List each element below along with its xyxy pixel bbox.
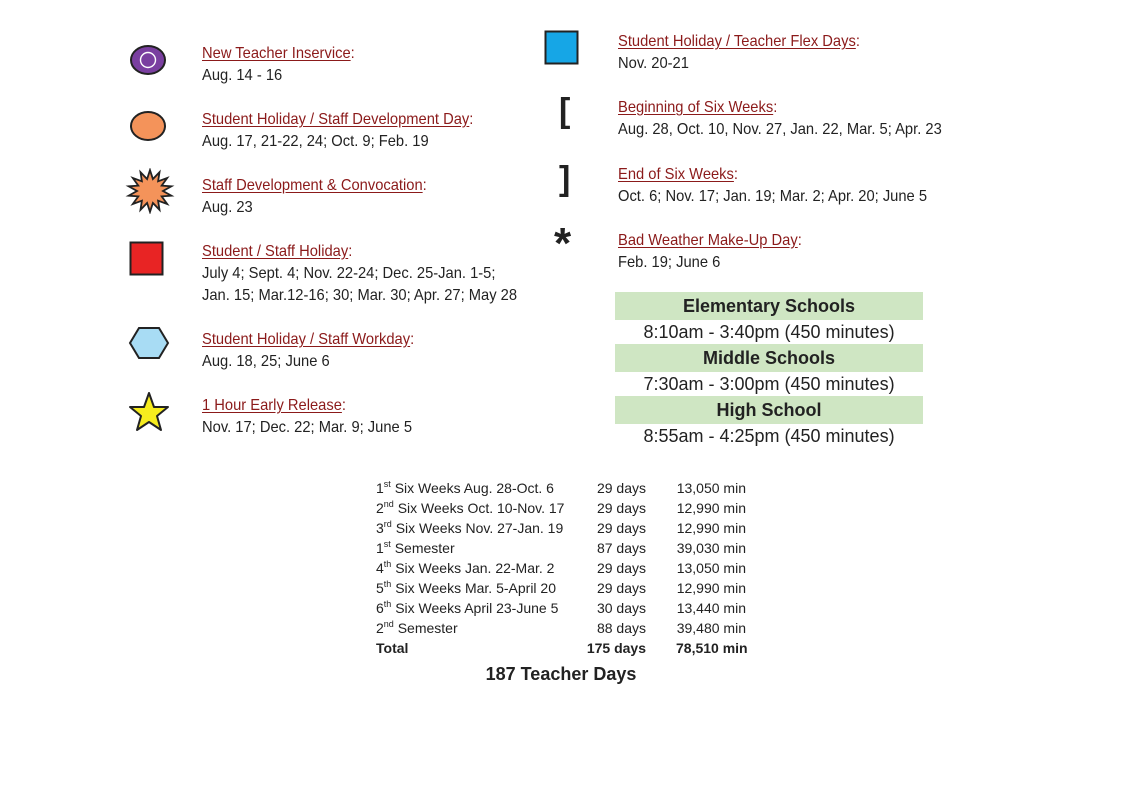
period-label: 5th Six Weeks Mar. 5-April 20 (376, 579, 556, 596)
legend-item-dates: Feb. 19; June 6 (618, 254, 721, 271)
schedule-school-name: High School (615, 396, 923, 424)
legend-item-dates: Aug. 28, Oct. 10, Nov. 27, Jan. 22, Mar. 5; Apr. 23 (618, 121, 942, 138)
legend-item-title: Staff Development & Convocation (202, 177, 423, 194)
period-days: 29 days (596, 520, 646, 536)
legend-item-title: End of Six Weeks (618, 166, 734, 183)
legend-item-staff-development-convocation: Staff Development & Convocation: Aug. 23 (202, 177, 427, 216)
period-label: 3rd Six Weeks Nov. 27-Jan. 19 (376, 519, 564, 536)
period-days: 30 days (596, 600, 646, 616)
period-minutes: 39,030 min (676, 540, 746, 556)
legend-item-student-staff-holiday: Student / Staff Holiday: July 4; Sept. 4; Nov. 22-24; Dec. 25-Jan. 1-5; Jan. 15; Mar.12-16; 30; Mar. 30; Apr. 27; May 28 (202, 243, 518, 304)
teacher-days-total: 187 Teacher Days (485, 664, 637, 684)
period-minutes: 78,510 min (676, 640, 748, 656)
legend-item-dates: Aug. 14 - 16 (202, 67, 283, 84)
period-days: 29 days (596, 500, 646, 516)
legend-item-bad-weather: Bad Weather Make-Up Day: Feb. 19; June 6 (618, 232, 802, 271)
schedule-school-name: Middle Schools (615, 344, 923, 372)
period-minutes: 13,050 min (676, 560, 746, 576)
legend-item-dates: Jan. 15; Mar.12-16; 30; Mar. 30; Apr. 27; May 28 (202, 287, 518, 304)
legend-item-title: Bad Weather Make-Up Day (618, 232, 798, 249)
legend-item-title: Student Holiday / Staff Workday (202, 331, 411, 348)
open-bracket-icon: [ (559, 92, 571, 130)
school-schedule (615, 292, 923, 448)
orange-starburst-icon (124, 168, 176, 214)
period-label: 1st Semester (376, 539, 455, 556)
legend-item-dates: Aug. 17, 21-22, 24; Oct. 9; Feb. 19 (202, 133, 429, 150)
blue-hexagon-icon (128, 326, 170, 360)
red-square-icon (129, 241, 165, 277)
legend-item-title: Student / Staff Holiday (202, 243, 349, 260)
close-bracket-icon: ] (559, 160, 571, 198)
legend-item-teacher-flex-days: Student Holiday / Teacher Flex Days: Nov. 20-21 (618, 33, 860, 72)
legend-item-dates: Nov. 17; Dec. 22; Mar. 9; June 5 (202, 419, 413, 436)
orange-circle-icon (129, 110, 167, 142)
period-label: 1st Six Weeks Aug. 28-Oct. 6 (376, 479, 554, 496)
purple-circle-icon (129, 44, 167, 76)
legend-item-beginning-six-weeks: Beginning of Six Weeks: Aug. 28, Oct. 10, Nov. 27, Jan. 22, Mar. 5; Apr. 23 (618, 99, 942, 138)
legend-item-title: 1 Hour Early Release (202, 397, 342, 414)
period-label: Total (376, 640, 409, 656)
period-minutes: 39,480 min (676, 620, 746, 636)
legend-item-new-teacher-inservice: New Teacher Inservice: Aug. 14 - 16 (202, 45, 355, 84)
period-label: 2nd Semester (376, 619, 458, 636)
period-minutes: 12,990 min (676, 500, 746, 516)
schedule-school-name: Elementary Schools (615, 292, 923, 320)
period-minutes: 12,990 min (676, 580, 746, 596)
period-label: 6th Six Weeks April 23-June 5 (376, 599, 559, 616)
period-days: 29 days (596, 560, 646, 576)
period-days: 175 days (586, 640, 646, 656)
legend-item-end-six-weeks: End of Six Weeks: Oct. 6; Nov. 17; Jan. 19; Mar. 2; Apr. 20; June 5 (618, 166, 928, 205)
schedule-time: 8:55am - 4:25pm (450 minutes) (643, 426, 895, 446)
legend-item-title: Beginning of Six Weeks (618, 99, 774, 116)
period-minutes: 13,050 min (676, 480, 746, 496)
legend-item-title: Student Holiday / Teacher Flex Days (618, 33, 856, 50)
schedule-time: 8:10am - 3:40pm (450 minutes) (643, 322, 895, 342)
period-label: 2nd Six Weeks Oct. 10-Nov. 17 (376, 499, 565, 516)
period-days: 29 days (596, 580, 646, 596)
legend-item-dates: Nov. 20-21 (618, 55, 689, 72)
legend-item-dates: Aug. 18, 25; June 6 (202, 353, 330, 370)
period-days: 87 days (596, 540, 646, 556)
legend-item-dates: July 4; Sept. 4; Nov. 22-24; Dec. 25-Jan. 1-5; (202, 265, 496, 282)
legend-item-early-release: 1 Hour Early Release: Nov. 17; Dec. 22; Mar. 9; June 5 (202, 397, 413, 436)
period-label: 4th Six Weeks Jan. 22-Mar. 2 (376, 559, 555, 576)
period-days: 88 days (596, 620, 646, 636)
period-minutes: 12,990 min (676, 520, 746, 536)
yellow-star-icon (128, 391, 170, 433)
schedule-time: 7:30am - 3:00pm (450 minutes) (643, 374, 895, 394)
legend-item-title: New Teacher Inservice (202, 45, 351, 62)
legend-item-dates: Aug. 23 (202, 199, 253, 216)
legend-item-student-holiday-staff-workday: Student Holiday / Staff Workday: Aug. 18, 25; June 6 (202, 331, 415, 370)
legend-item-student-holiday-staff-development: Student Holiday / Staff Development Day: Aug. 17, 21-22, 24; Oct. 9; Feb. 19 (202, 111, 474, 150)
legend-item-title: Student Holiday / Staff Development Day (202, 111, 470, 128)
legend-item-dates: Oct. 6; Nov. 17; Jan. 19; Mar. 2; Apr. 20; June 5 (618, 188, 928, 205)
asterisk-icon: * (554, 219, 572, 268)
blue-square-icon (544, 30, 580, 66)
period-days: 29 days (596, 480, 646, 496)
period-minutes: 13,440 min (676, 600, 746, 616)
